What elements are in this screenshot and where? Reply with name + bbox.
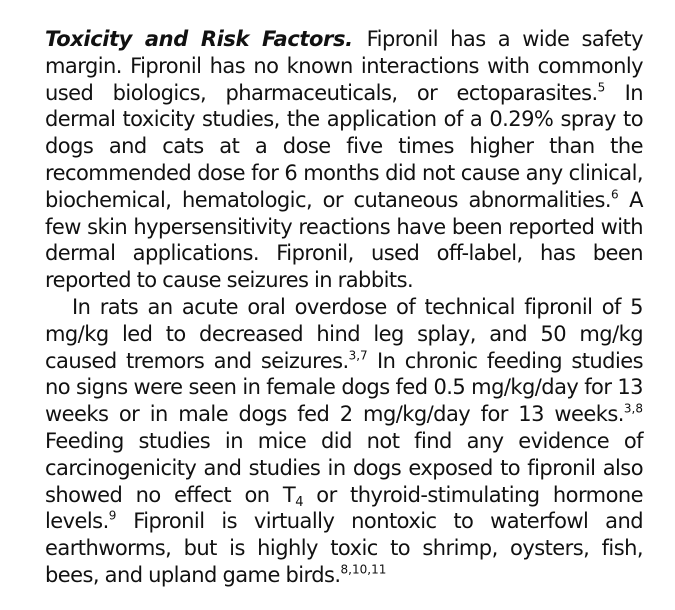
paragraph-text: Fipronil is virtually nontoxic to waterfowl and earthworms, but is highly toxic to shrimp, oysters, fish, bees, and upland game birds. xyxy=(45,509,643,587)
paragraph-text: In rats an acute oral overdose of technical fipronil of 5 mg/kg led to decreased hind leg splay, and 50 mg/kg caused tremors and seizures. xyxy=(45,294,643,373)
paragraph-text: or thyroid-stimulating hormone levels. xyxy=(45,482,643,534)
subscript-marker: 4 xyxy=(295,494,303,510)
paragraph-text: In chronic feeding studies no signs were seen in female dogs fed 0.5 mg/kg/day for 13 weeks or in male dogs fed 2 mg/kg/day for 13 weeks. xyxy=(45,348,643,427)
reference-marker: 5 xyxy=(597,80,606,95)
paragraph-text: In dermal toxicity studies, the application of a 0.29% spray to dogs and cats at a dose five times higher than the recommended dose for 6 months did not cause any clinical, biochemical, hematologic, or cutaneous abnormalities. xyxy=(45,80,643,212)
paragraph-toxicity-studies xyxy=(45,294,643,589)
reference-marker: 6 xyxy=(610,187,619,202)
paragraph-toxicity-intro xyxy=(45,26,643,294)
paragraph-text: Fipronil has a wide safety margin. Fipronil has no known interactions with commonly used biologics, pharmaceuticals, or ectoparasites. xyxy=(45,27,643,105)
paragraph-text: Feeding studies in mice did not find any evidence of carcinogenicity and studies in dogs exposed to fipronil also showed no effect on T xyxy=(45,428,643,507)
reference-marker: 3,7 xyxy=(348,348,368,363)
document-body xyxy=(45,26,643,589)
reference-marker: 8,10,11 xyxy=(340,562,387,577)
section-heading: Toxicity and Risk Factors. xyxy=(45,27,353,51)
reference-marker: 9 xyxy=(108,508,117,523)
reference-marker: 3,8 xyxy=(623,401,643,416)
paragraph-text: A few skin hypersensitivity reactions have been reported with dermal applications. Fipronil, used off-label, has been reported to cause seizures in rabbits. xyxy=(45,187,643,293)
